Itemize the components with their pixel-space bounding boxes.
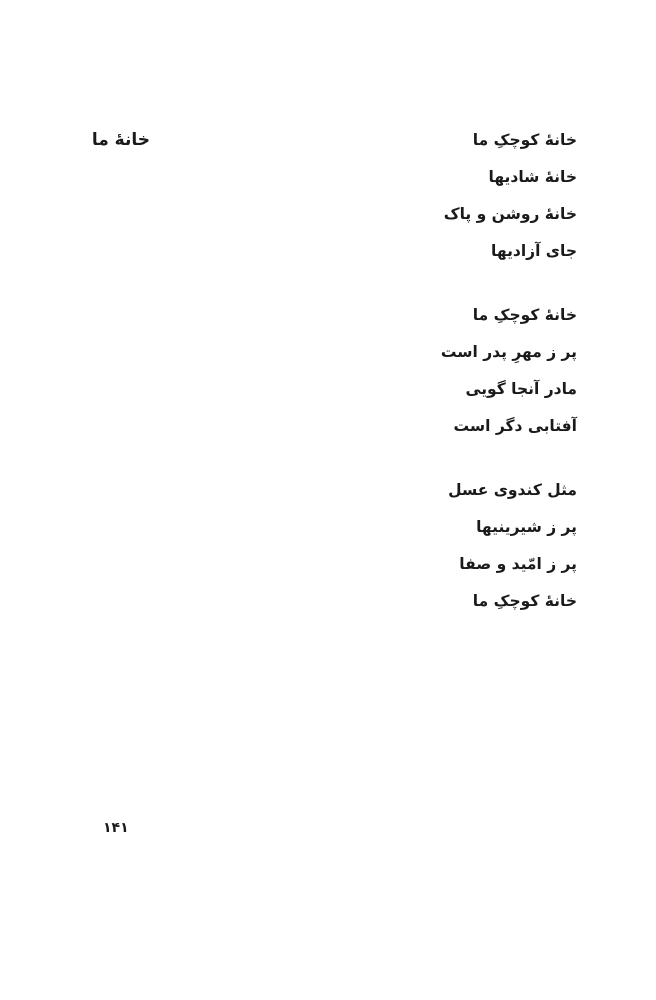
poem-line: پر ز مهرِ پدر است — [440, 343, 577, 361]
stanza-3 — [317, 476, 577, 615]
poem-title: خانهٔ ما — [91, 130, 150, 150]
poem-line: پر ز شیرینیها — [476, 518, 577, 536]
poem-line: خانهٔ کوچکِ ما — [472, 592, 577, 610]
poem-body — [317, 126, 577, 651]
poem-line: آفتابی دگر است — [453, 417, 577, 435]
poem-line: مادر آنجا گویی — [465, 380, 577, 398]
poem-line: خانهٔ کوچکِ ما — [472, 131, 577, 149]
poem-line: خانهٔ شادیها — [488, 168, 577, 186]
stanza-2 — [317, 301, 577, 440]
poem-line: جای آزادیها — [491, 242, 577, 260]
poem-line: خانهٔ کوچکِ ما — [472, 306, 577, 324]
stanza-1 — [317, 126, 577, 265]
poem-line: مثل کندوی عسل — [448, 481, 577, 499]
poem-line: پر ز امّید و صفا — [459, 555, 577, 573]
poem-line: خانهٔ روشن و پاک — [443, 205, 577, 223]
page-number: ۱۴۱ — [103, 820, 129, 836]
